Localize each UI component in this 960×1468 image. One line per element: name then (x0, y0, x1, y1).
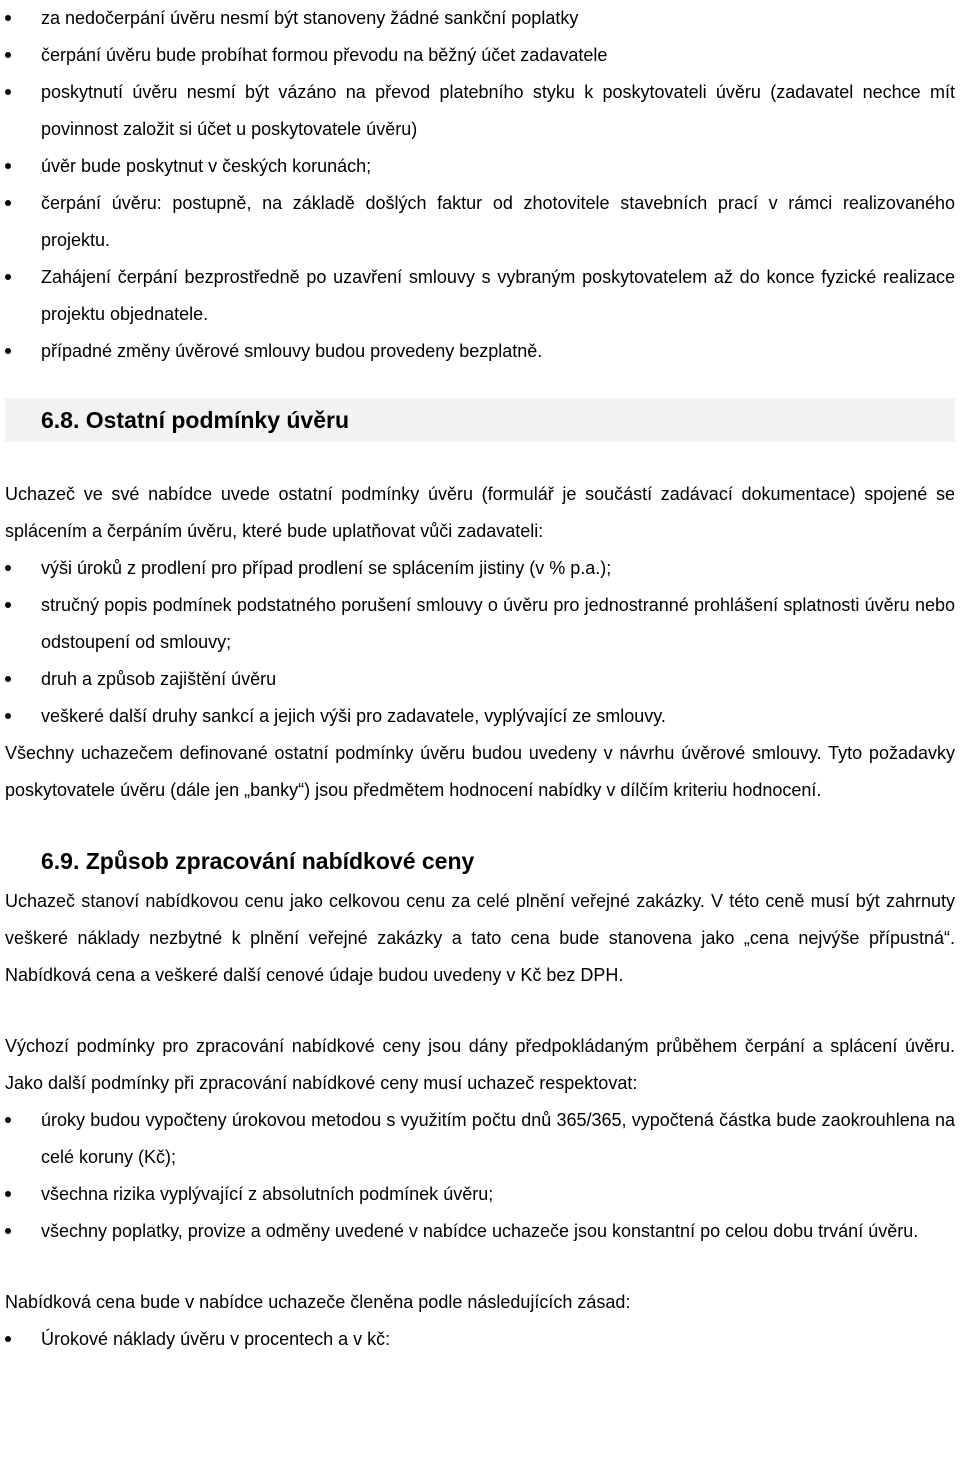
section-6-9-para3: Nabídková cena bude v nabídce uchazeče členěna podle následujících zásad: (5, 1292, 631, 1312)
list-item: případné změny úvěrové smlouvy budou provedeny bezplatně. (5, 333, 955, 370)
list-item: čerpání úvěru: postupně, na základě došlých faktur od zhotovitele stavebních prací v rámci realizovaného projektu. (5, 185, 955, 259)
list-item: čerpání úvěru bude probíhat formou převodu na běžný účet zadavatele (5, 37, 955, 74)
section-heading-6-9: 6.9. Způsob zpracování nabídkové ceny (41, 848, 475, 874)
list-item: Úrokové náklady úvěru v procentech a v kč: (5, 1321, 955, 1358)
other-conditions-list (5, 550, 955, 735)
list-item: výši úroků z prodlení pro případ prodlení se splácením jistiny (v % p.a.); (5, 550, 955, 587)
list-item: stručný popis podmínek podstatného porušení smlouvy o úvěru pro jednostranné prohlášení splatnosti úvěru nebo odstoupení od smlouvy; (5, 587, 955, 661)
section-6-9-para1: Uchazeč stanoví nabídkovou cenu jako celkovou cenu za celé plnění veřejné zakázky. V této ceně musí být zahrnuty veškeré náklady nezbytné k plnění veřejné zakázky a tato cena bude stanovena jako „cena nejvýše přípustná“. Nabídková cena a veškeré další cenové údaje budou uvedeny v Kč bez DPH. (5, 891, 955, 985)
list-item: poskytnutí úvěru nesmí být vázáno na převod platebního styku k poskytovateli úvěru (zadavatel nechce mít povinnost založit si účet u poskytovatele úvěru) (5, 74, 955, 148)
section-heading-6-8: 6.8. Ostatní podmínky úvěru (5, 398, 955, 442)
loan-conditions-list (5, 0, 955, 370)
list-item: všechna rizika vyplývající z absolutních podmínek úvěru; (5, 1176, 955, 1213)
list-item: všechny poplatky, provize a odměny uvedené v nabídce uchazeče jsou konstantní po celou dobu trvání úvěru. (5, 1213, 955, 1250)
section-6-9-para2: Výchozí podmínky pro zpracování nabídkové ceny jsou dány předpokládaným průběhem čerpání a splácení úvěru. Jako další podmínky při zpracování nabídkové ceny musí uchazeč respektovat: (5, 1036, 955, 1093)
list-item: veškeré další druhy sankcí a jejich výši pro zadavatele, vyplývající ze smlouvy. (5, 698, 955, 735)
document-page (5, 0, 955, 1358)
list-item: úvěr bude poskytnut v českých korunách; (5, 148, 955, 185)
list-item: Zahájení čerpání bezprostředně po uzavření smlouvy s vybraným poskytovatelem až do konce fyzické realizace projektu objednatele. (5, 259, 955, 333)
section-6-8-outro: Všechny uchazečem definované ostatní podmínky úvěru budou uvedeny v návrhu úvěrové smlouvy. Tyto požadavky poskytovatele úvěru (dále jen „banky“) jsou předmětem hodnocení nabídky v dílčím kriteriu hodnocení. (5, 743, 955, 800)
list-item: úroky budou vypočteny úrokovou metodou s využitím počtu dnů 365/365, vypočtená částka bude zaokrouhlena na celé koruny (Kč); (5, 1102, 955, 1176)
price-structure-list (5, 1321, 955, 1358)
section-6-8-intro: Uchazeč ve své nabídce uvede ostatní podmínky úvěru (formulář je součástí zadávací dokumentace) spojené se splácením a čerpáním úvěru, které bude uplatňovat vůči zadavateli: (5, 484, 955, 541)
list-item: za nedočerpání úvěru nesmí být stanoveny žádné sankční poplatky (5, 0, 955, 37)
price-conditions-list (5, 1102, 955, 1250)
list-item: druh a způsob zajištění úvěru (5, 661, 955, 698)
